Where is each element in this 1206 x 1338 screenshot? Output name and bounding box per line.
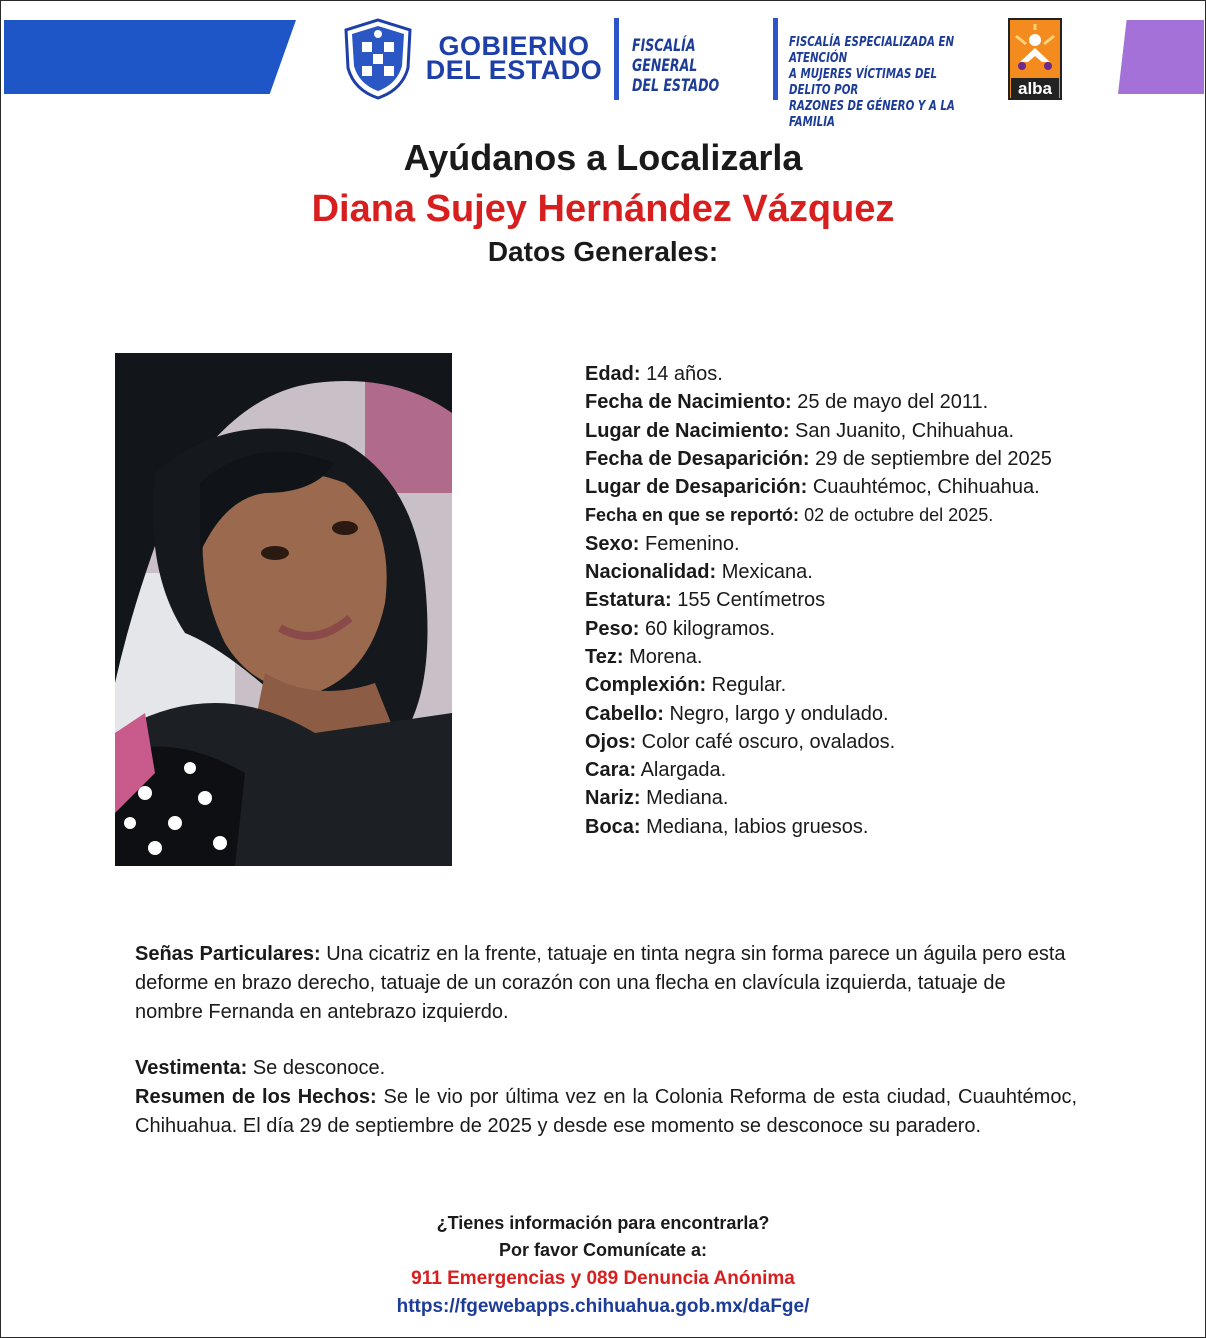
field-peso: Peso: 60 kilogramos. bbox=[585, 617, 776, 640]
field-lugar-desaparicion: Lugar de Desaparición: Cuauhtémoc, Chihuahua. bbox=[585, 476, 1040, 499]
report-url-link[interactable]: https://fgewebapps.chihuahua.gob.mx/daFge/ bbox=[396, 1296, 810, 1317]
field-fecha-nacimiento: Fecha de Nacimiento: 25 de mayo del 2011. bbox=[585, 391, 989, 414]
purple-header-bar bbox=[1118, 20, 1204, 94]
especializada-line-2: A MUJERES VÍCTIMAS DEL DELITO POR bbox=[789, 66, 938, 98]
fiscalia-general-logo bbox=[632, 36, 739, 96]
field-nacionalidad: Nacionalidad: Mexicana. bbox=[585, 561, 813, 584]
field-boca: Boca: Mediana, labios gruesos. bbox=[585, 815, 869, 838]
field-cabello: Cabello: Negro, largo y ondulado. bbox=[585, 702, 889, 725]
field-nariz: Nariz: Mediana. bbox=[585, 787, 729, 810]
missing-person-name: Diana Sujey Hernández Vázquez bbox=[311, 188, 895, 230]
field-ojos: Ojos: Color café oscuro, ovalados. bbox=[585, 730, 896, 753]
info-question: ¿Tienes información para encontrarla? bbox=[436, 1213, 770, 1233]
field-tez: Tez: Morena. bbox=[585, 645, 703, 668]
vestimenta: Vestimenta: Se desconoce. bbox=[135, 1057, 386, 1079]
gobierno-line-2: DEL ESTADO bbox=[425, 55, 603, 85]
general-data-list bbox=[585, 360, 1085, 841]
page-title: Ayúdanos a Localizarla bbox=[403, 137, 803, 178]
header-separator bbox=[773, 18, 778, 100]
field-cara: Cara: Alargada. bbox=[585, 759, 727, 782]
field-sexo: Sexo: Femenino. bbox=[585, 532, 740, 555]
field-lugar-nacimiento: Lugar de Nacimiento: San Juanito, Chihuahua. bbox=[585, 419, 1015, 442]
field-estatura: Estatura: 155 Centímetros bbox=[585, 589, 826, 612]
fiscalia-especializada-logo bbox=[789, 34, 979, 130]
senas-particulares: Señas Particulares: Una cicatriz en la frente, tatuaje en tinta negra sin forma parece un águila pero esta deforme en brazo derecho, tatuaje de un corazón con una flecha en clavícula izquierda, tatuaje de nombre Fernanda en antebrazo izquierdo. bbox=[135, 943, 1066, 1023]
especializada-line-1: FISCALÍA ESPECIALIZADA EN ATENCIÓN bbox=[789, 34, 955, 66]
field-complexion: Complexión: Regular. bbox=[585, 674, 787, 697]
blue-header-bar bbox=[4, 20, 296, 94]
state-shield-logo bbox=[342, 18, 414, 100]
alba-protocol-logo bbox=[1008, 18, 1062, 100]
gobierno-del-estado-logo bbox=[424, 31, 604, 85]
missing-person-photo bbox=[115, 353, 452, 866]
gobierno-line-1: GOBIERNO bbox=[438, 31, 590, 61]
alba-label: alba bbox=[1017, 79, 1053, 98]
field-fecha-desaparicion: Fecha de Desaparición: 29 de septiembre del 2025 bbox=[585, 447, 1052, 470]
emergency-phones: 911 Emergencias y 089 Denuncia Anónima bbox=[411, 1268, 795, 1289]
header-separator bbox=[614, 18, 619, 100]
especializada-line-3: RAZONES DE GÉNERO Y A LA FAMILIA bbox=[789, 98, 955, 130]
section-subtitle: Datos Generales: bbox=[487, 236, 719, 267]
resumen-hechos: Resumen de los Hechos: Se le vio por última vez en la Colonia Reforma de esta ciudad, Cuauhtémoc, Chihuahua. El día 29 de septiembre de 2025 y desde ese momento se desconoce su paradero. bbox=[135, 1086, 1078, 1137]
fiscalia-line-1: FISCALÍA GENERAL bbox=[632, 36, 698, 76]
fiscalia-line-2: DEL ESTADO bbox=[632, 76, 720, 96]
field-fecha-reporte: Fecha en que se reportó: 02 de octubre del 2025. bbox=[585, 505, 994, 526]
contact-prompt: Por favor Comunícate a: bbox=[498, 1240, 708, 1260]
field-edad: Edad: 14 años. bbox=[585, 363, 723, 385]
